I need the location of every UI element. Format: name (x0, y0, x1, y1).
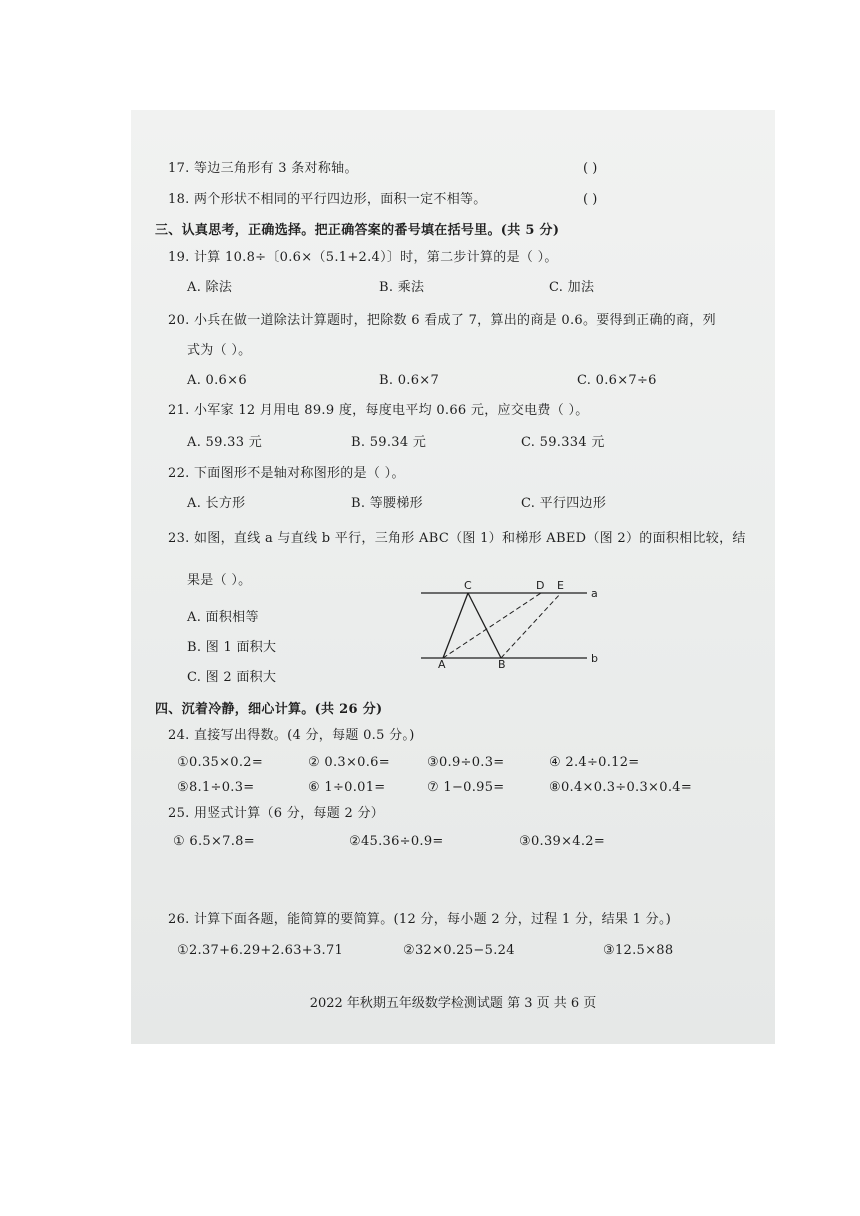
question-20: 20. 小兵在做一道除法计算题时，把除数 6 看成了 7，算出的商是 0.6。要得到正确的商，列 (168, 313, 716, 328)
q24-item-6: ⑥ 1÷0.01= (308, 780, 386, 795)
question-19: 19. 计算 10.8÷〔0.6×（5.1+2.4）〕时，第二步计算的是（ ）。 (168, 250, 558, 265)
q24-item-7: ⑦ 1−0.95= (427, 780, 505, 795)
q24-item-3: ③0.9÷0.3= (427, 755, 505, 770)
q21-option-a: A. 59.33 元 (187, 435, 263, 450)
parallel-lines-figure (411, 576, 611, 668)
dashed-be (501, 593, 561, 658)
q19-option-c: C. 加法 (549, 280, 595, 295)
q26-item-3: ③12.5×88 (603, 943, 674, 958)
q25-item-2: ②45.36÷0.9= (349, 834, 444, 849)
question-17: 17. 等边三角形有 3 条对称轴。 (168, 161, 358, 176)
q24-item-1: ①0.35×0.2= (177, 755, 264, 770)
question-23-line2: 果是（ ）。 (187, 573, 252, 588)
q19-option-b: B. 乘法 (379, 280, 425, 295)
answer-bracket-17: ( ) (583, 161, 598, 176)
q24-item-2: ② 0.3×0.6= (308, 755, 390, 770)
segment-cb (468, 593, 501, 658)
q25-item-3: ③0.39×4.2= (519, 834, 606, 849)
q23-option-c: C. 图 2 面积大 (187, 670, 277, 685)
question-25: 25. 用竖式计算（6 分，每题 2 分） (168, 806, 385, 821)
page-footer: 2022 年秋期五年级数学检测试题 第 3 页 共 6 页 (309, 996, 597, 1011)
dashed-ad (443, 593, 541, 658)
label-b: B (498, 658, 506, 668)
section-3-title: 三、认真思考，正确选择。把正确答案的番号填在括号里。(共 5 分) (155, 223, 560, 238)
q25-item-1: ① 6.5×7.8= (173, 834, 255, 849)
q24-item-8: ⑧0.4×0.3÷0.3×0.4= (549, 780, 693, 795)
question-23: 23. 如图，直线 a 与直线 b 平行，三角形 ABC（图 1）和梯形 ABED（图 2）的面积相比较，结 (168, 531, 746, 546)
q23-option-b: B. 图 1 面积大 (187, 640, 277, 655)
q24-item-5: ⑤8.1÷0.3= (177, 780, 255, 795)
q26-item-1: ①2.37+6.29+2.63+3.71 (177, 943, 344, 958)
q21-option-c: C. 59.334 元 (521, 435, 605, 450)
q20-option-b: B. 0.6×7 (379, 373, 440, 388)
label-line-a: a (591, 587, 598, 600)
q22-option-c: C. 平行四边形 (521, 496, 607, 511)
segment-ac (443, 593, 468, 658)
question-24: 24. 直接写出得数。(4 分，每题 0.5 分。) (168, 728, 415, 743)
label-e: E (557, 579, 564, 592)
exam-page (131, 110, 775, 1044)
q20-option-a: A. 0.6×6 (187, 373, 247, 388)
question-22: 22. 下面图形不是轴对称图形的是（ ）。 (168, 466, 405, 481)
q19-option-a: A. 除法 (187, 280, 233, 295)
question-26: 26. 计算下面各题，能简算的要简算。(12 分，每小题 2 分，过程 1 分，结果 1 分。) (168, 912, 672, 927)
question-18: 18. 两个形状不相同的平行四边形，面积一定不相等。 (168, 192, 487, 207)
label-a: A (438, 658, 446, 668)
q22-option-a: A. 长方形 (187, 496, 246, 511)
question-20-line2: 式为（ ）。 (187, 343, 252, 358)
label-c: C (464, 579, 472, 592)
answer-bracket-18: ( ) (583, 192, 598, 207)
q22-option-b: B. 等腰梯形 (351, 496, 423, 511)
label-d: D (536, 579, 545, 592)
label-line-b: b (591, 652, 598, 665)
section-4-title: 四、沉着冷静，细心计算。(共 26 分) (155, 702, 383, 717)
q21-option-b: B. 59.34 元 (351, 435, 427, 450)
q20-option-c: C. 0.6×7÷6 (577, 373, 657, 388)
q24-item-4: ④ 2.4÷0.12= (549, 755, 640, 770)
question-21: 21. 小军家 12 月用电 89.9 度，每度电平均 0.66 元，应交电费（ ）。 (168, 403, 589, 418)
q26-item-2: ②32×0.25−5.24 (403, 943, 515, 958)
q23-option-a: A. 面积相等 (187, 610, 259, 625)
